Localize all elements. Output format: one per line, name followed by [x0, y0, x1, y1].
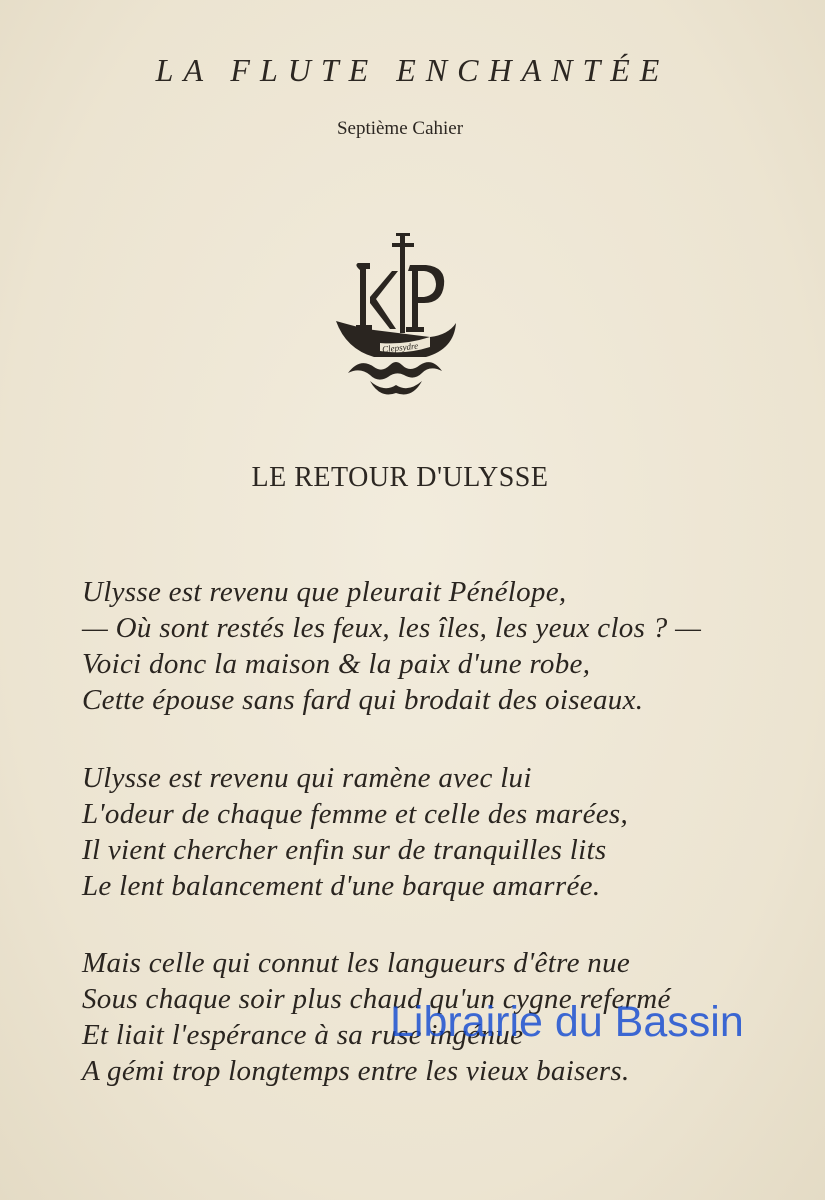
series-title: LA FLUTE ENCHANTÉE [155, 52, 670, 88]
poem-line: A gémi trop longtemps entre les vieux baisers. [82, 1055, 630, 1087]
poem-line: — Où sont restés les feux, les îles, les yeux clos ? — [82, 612, 702, 644]
stanza-2 [82, 760, 628, 904]
poem-line: Mais celle qui connut les langueurs d'être nue [82, 947, 631, 979]
volume-subtitle: Septième Cahier [336, 118, 464, 139]
stanza-1 [82, 574, 701, 718]
poem-line: Le lent balancement d'une barque amarrée. [82, 870, 601, 902]
poem-line: Sous chaque soir plus chaud qu'un cygne refermé [82, 983, 671, 1015]
poem-line: Cette épouse sans fard qui brodait des oiseaux. [82, 684, 644, 716]
bookseller-watermark: Librairie du Bassin [390, 998, 744, 1046]
poem-line: Voici donc la maison & la paix d'une robe, [82, 648, 591, 680]
ship-monogram-emblem-icon [330, 225, 460, 400]
poem-title: LE RETOUR D'ULYSSE [251, 462, 549, 493]
poem-line: Il vient chercher enfin sur de tranquilles lits [82, 834, 607, 866]
poem-line: Ulysse est revenu que pleurait Pénélope, [82, 576, 567, 608]
poem-line: L'odeur de chaque femme et celle des marées, [82, 798, 629, 830]
poem-line: Et liait l'espérance à sa ruse ingénue [82, 1019, 524, 1051]
emblem-banner-text: Clepsydre [381, 340, 419, 355]
poem-line: Ulysse est revenu qui ramène avec lui [82, 762, 532, 794]
